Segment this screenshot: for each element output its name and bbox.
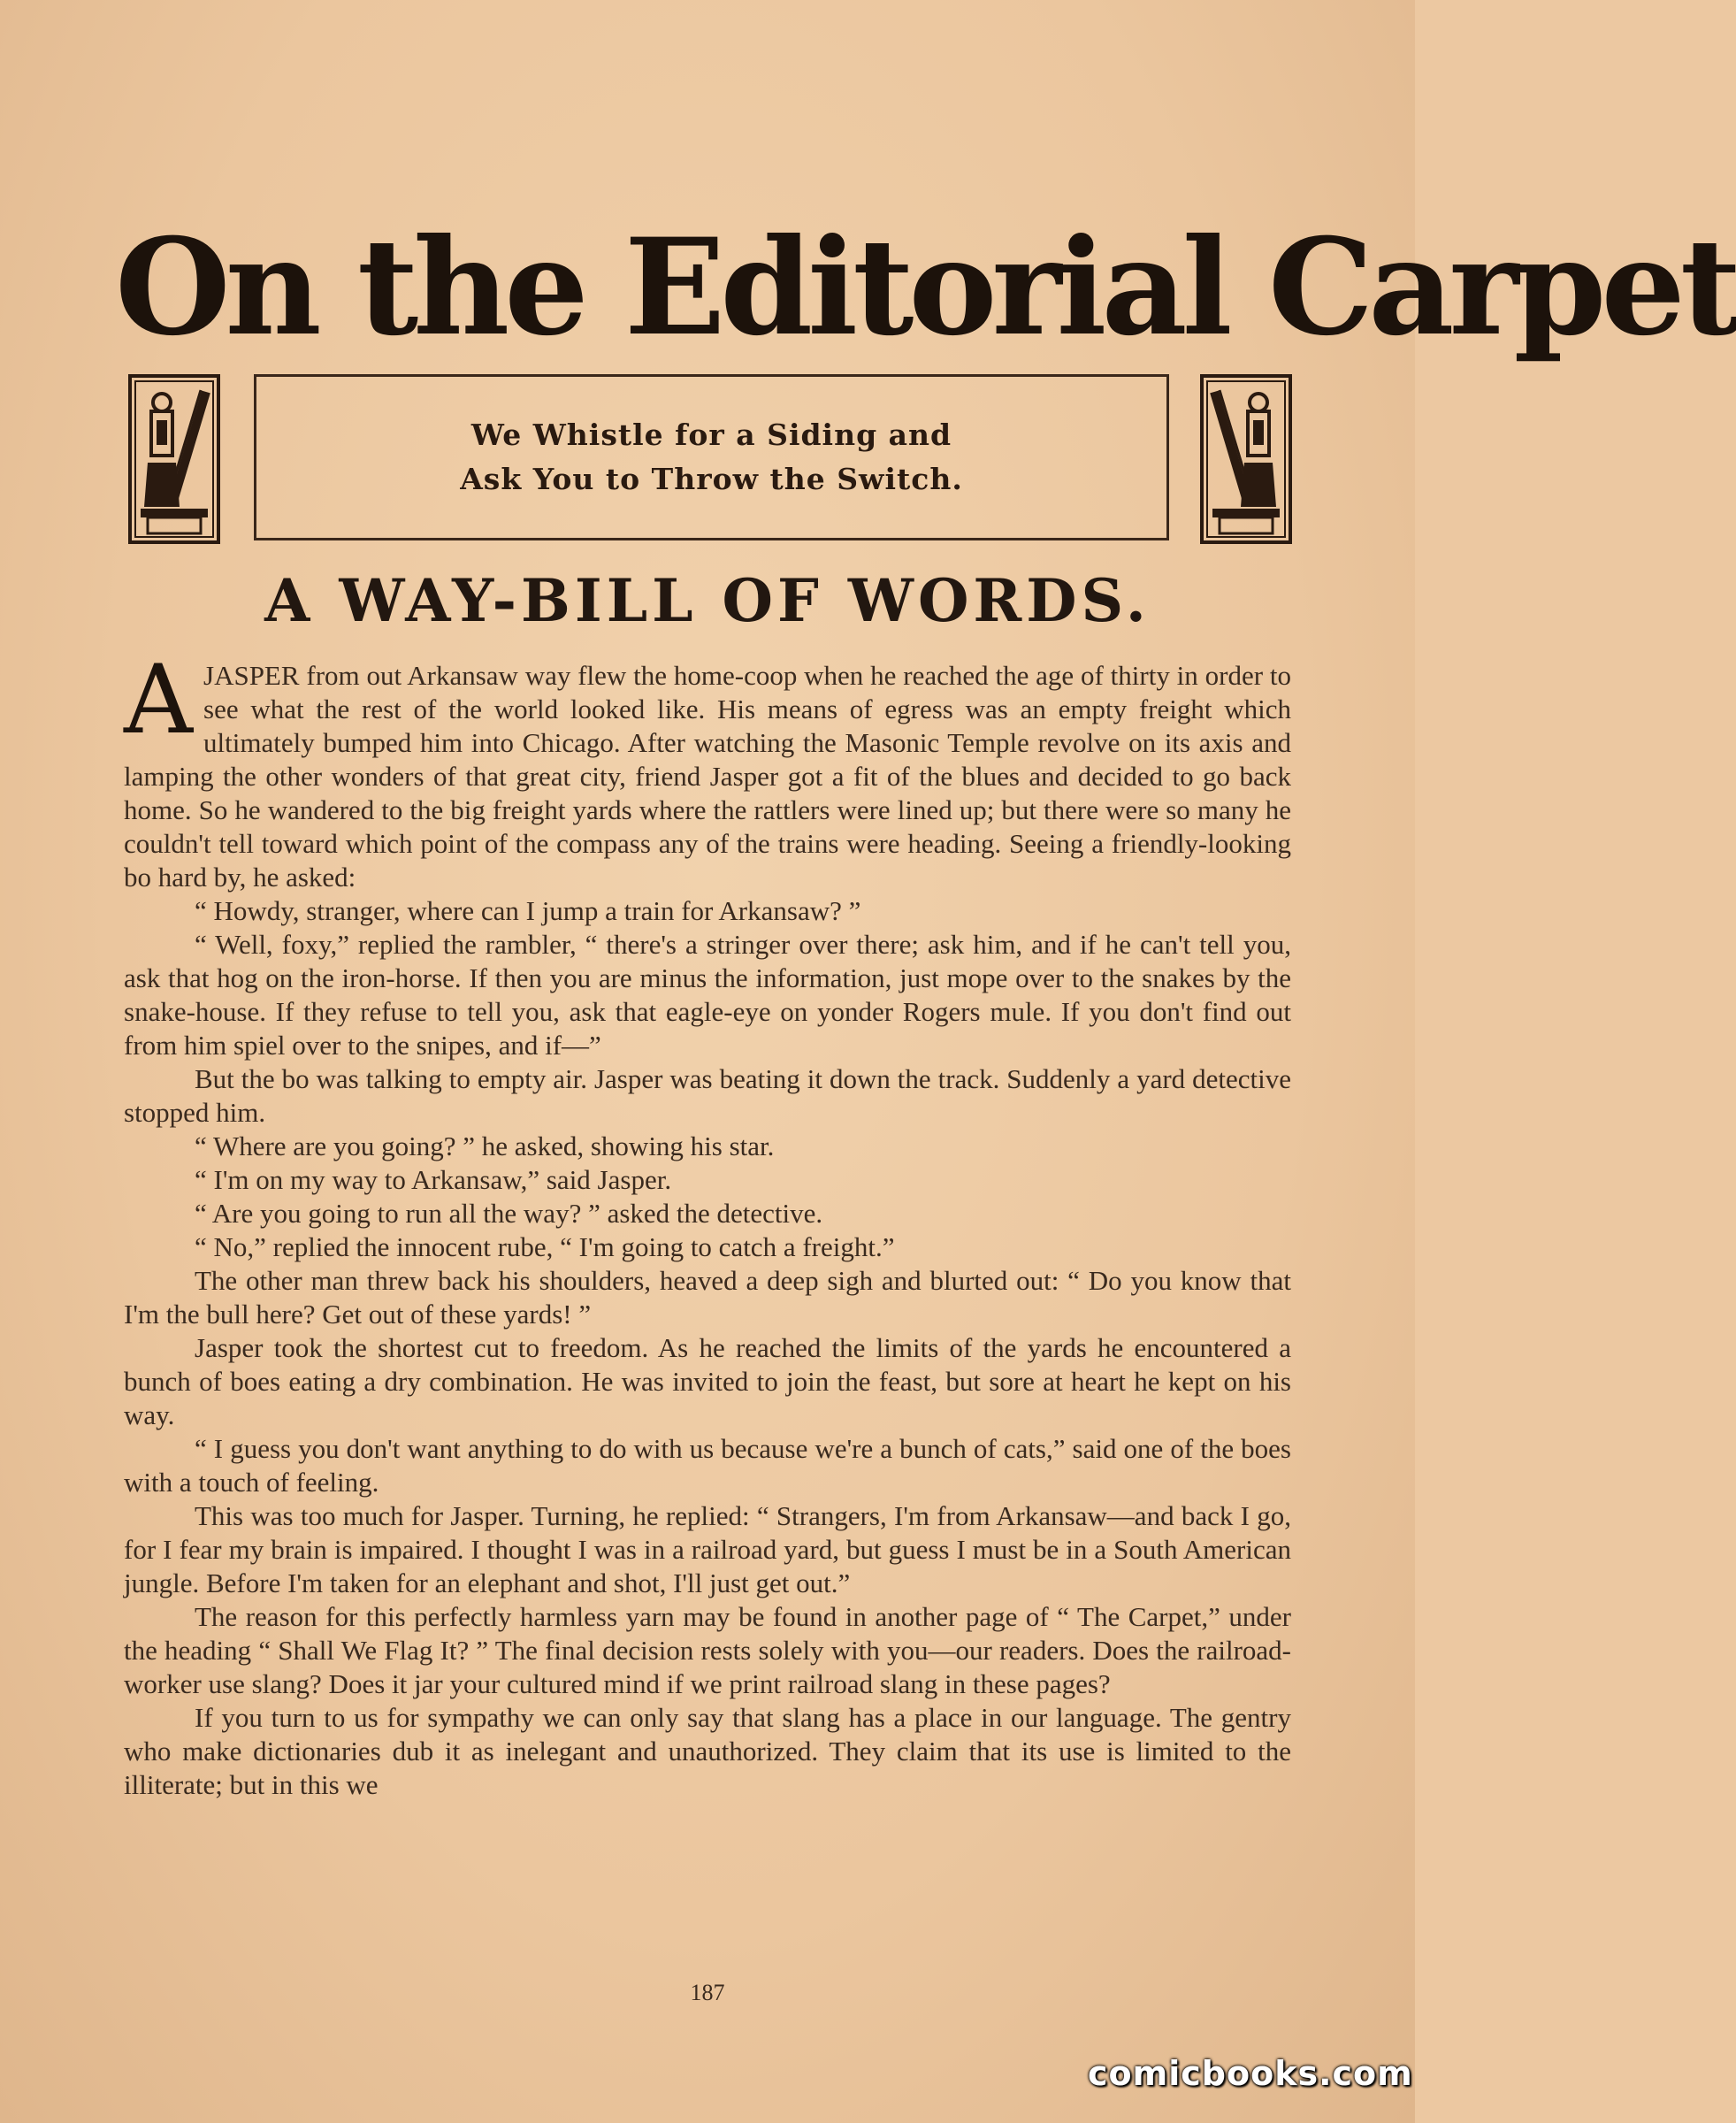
- article-paragraph: Jasper took the shortest cut to freedom. As he reached the limits of the yards he encountered a bunch of boes eating a dry combination. He was invited to join the feast, but sore at heart he kept on his way.: [124, 1332, 1291, 1430]
- masthead-title: On the Editorial Carpet: [115, 210, 1736, 365]
- lantern-ornament-right-icon: [1200, 374, 1292, 544]
- article-paragraph: If you turn to us for sympathy we can only say that slang has a place in our language. The gentry who make dictionaries dub it as inelegant and unauthorized. They claim that its use is limited to the illiterate; but in this we: [124, 1702, 1291, 1800]
- subtitle-line-1: We Whistle for a Siding and: [470, 418, 952, 452]
- article-headline: A WAY-BILL OF WORDS.: [264, 566, 1151, 635]
- article-body: [124, 645, 1291, 1802]
- lantern-ornament-left-icon: [128, 374, 220, 544]
- article-paragraph: The reason for this perfectly harmless yarn may be found in another page of “ The Carpet,” under the heading “ Shall We Flag It? ” The final decision rests solely with you—our readers. Does the railroad-worker use slang? Does it jar your cultured mind if we print railroad slang in these pages?: [124, 1601, 1291, 1699]
- article-paragraph: This was too much for Jasper. Turning, he replied: “ Strangers, I'm from Arkansaw—and back I go, for I fear my brain is impaired. I thought I was in a railroad yard, but guess I must be in a South American jungle. Before I'm taken for an elephant and shot, I'll just get out.”: [124, 1500, 1291, 1598]
- article-paragraph: “ Where are you going? ” he asked, showing his star.: [195, 1130, 775, 1161]
- drop-cap: A: [124, 645, 193, 755]
- subtitle-line-2: Ask You to Throw the Switch.: [460, 462, 963, 496]
- article-paragraph: “ I'm on my way to Arkansaw,” said Jasper.: [195, 1164, 672, 1195]
- watermark: comicbooks.com: [1088, 2054, 1413, 2093]
- article-paragraph: “ I guess you don't want anything to do with us because we're a bunch of cats,” said one of the boes with a touch of feeling.: [124, 1433, 1291, 1498]
- article-paragraph: “ Well, foxy,” replied the rambler, “ there's a stringer over there; ask him, and if he can't tell you, ask that hog on the iron-horse. If then you are minus the information, just mope over to the snakes by the snake-house. If they refuse to tell you, ask that eagle-eye on yonder Rogers mule. If you don't find out from him spiel over to the snipes, and if—”: [124, 929, 1291, 1061]
- article-paragraph: “ Howdy, stranger, where can I jump a train for Arkansaw? ”: [195, 895, 861, 926]
- article-paragraph: “ No,” replied the innocent rube, “ I'm going to catch a freight.”: [195, 1231, 895, 1262]
- article-paragraph: But the bo was talking to empty air. Jasper was beating it down the track. Suddenly a yard detective stopped him.: [124, 1063, 1291, 1128]
- article-paragraph: “ Are you going to run all the way? ” asked the detective.: [195, 1198, 823, 1229]
- page-number: 187: [690, 1980, 725, 2005]
- article-paragraph: AJASPER from out Arkansaw way flew the home-coop when he reached the age of thirty in order to see what the rest of the world looked like. His means of egress was an empty freight which ultimately bumped him into Chicago. After watching the Masonic Temple revolve on its axis and lamping the other wonders of that great city, friend Jasper got a fit of the blues and decided to go back home. So he wandered to the big freight yards where the rattlers were lined up; but there were so many he couldn't tell toward which point of the compass any of the trains were heading. Seeing a friendly-looking bo hard by, he asked:: [124, 645, 1291, 893]
- subtitle-box: [254, 374, 1169, 540]
- article-paragraph: The other man threw back his shoulders, heaved a deep sigh and blurted out: “ Do you know that I'm the bull here? Get out of these yards! ”: [124, 1265, 1291, 1330]
